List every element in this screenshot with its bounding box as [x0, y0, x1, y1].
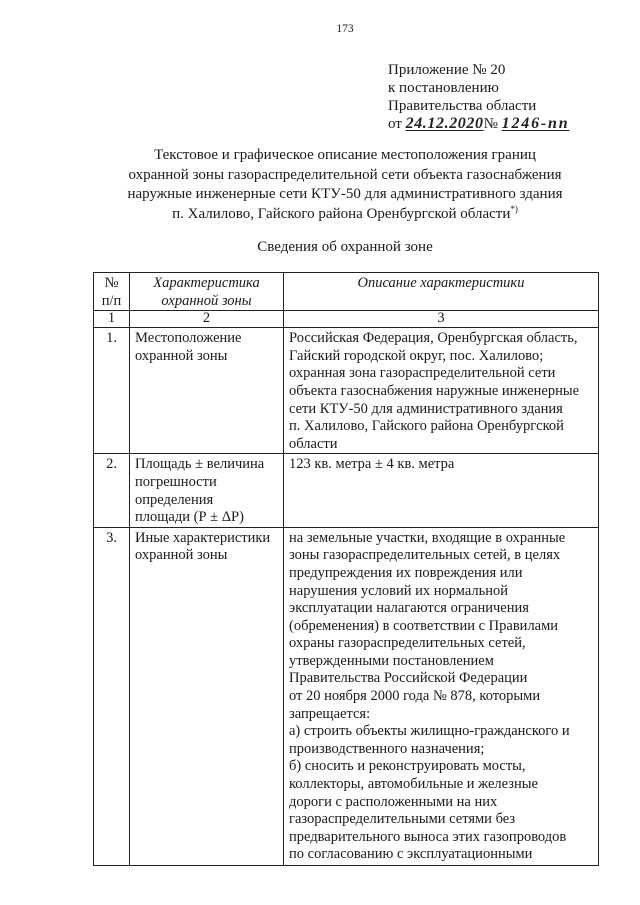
table-row: [94, 328, 599, 454]
row-description: 123 кв. метра ± 4 кв. метра: [284, 454, 599, 527]
table-row: [94, 454, 599, 527]
row-characteristic: Иные характеристики охранной зоны: [130, 527, 284, 865]
row-characteristic: Местоположение охранной зоны: [130, 328, 284, 454]
header-description: Описание характеристики: [284, 273, 599, 311]
row-description: на земельные участки, входящие в охранные зоны газораспределительных сетей, в целях предупреждения их повреждения или нарушения условий их нормальной эксплуатации налагаются ограничения (обременения) в соответствии с Правилами охраны газораспределительных сетей, утвержденными постановлением Правительства Российской Федерации от 20 ноября 2000 года № 878, которыми запрещается: а) строить объекты жилищно-гражданского и производственного назначения; б) сносить и реконструировать мосты, коллекторы, автомобильные и железные дороги с расположенными на них газораспределительными сетями без предварительного выноса этих газопроводов по согласованию с эксплуатационными: [284, 527, 599, 865]
row-description: Российская Федерация, Оренбургская область, Гайский городской округ, пос. Халилово; охранная зона газораспределительной сети объекта газоснабжения наружные инженерные сети КТУ-50 для административного здания п. Халилово, Гайского района Оренбургской области: [284, 328, 599, 454]
table-row: [94, 527, 599, 865]
document-title: [93, 146, 597, 224]
column-number: 3: [284, 311, 599, 328]
appendix-date-line: [388, 115, 569, 133]
column-numbers-row: [94, 311, 599, 328]
section-heading: Сведения об охранной зоне: [257, 239, 433, 255]
header-characteristic: Характеристика охранной зоны: [130, 273, 284, 311]
row-number: 3.: [94, 527, 130, 865]
column-number: 1: [94, 311, 130, 328]
date-prefix: от: [388, 116, 402, 132]
handwritten-number: 1246-пп: [501, 115, 570, 132]
appendix-title: Приложение № 20: [388, 62, 506, 78]
protection-zone-table: [93, 272, 599, 866]
row-number: 2.: [94, 454, 130, 527]
header-number: № п/п: [94, 273, 130, 311]
page-number: 173: [336, 23, 354, 35]
column-number: 2: [130, 311, 284, 328]
appendix-reference: к постановлению: [388, 80, 499, 96]
handwritten-date: 24.12.2020: [405, 115, 484, 132]
appendix-authority: Правительства области: [388, 98, 537, 114]
number-sign: №: [483, 116, 498, 132]
appendix-block: [388, 61, 569, 133]
title-text: Текстовое и графическое описание местоположения границ охранной зоны газораспределительной сети объекта газоснабжения наружные инженерные сети КТУ-50 для административного здания п. Халилово, Гайского района Оренбургской области: [127, 147, 563, 222]
row-number: 1.: [94, 328, 130, 454]
row-characteristic: Площадь ± величина погрешности определения площади (Р ± ΔР): [130, 454, 284, 527]
footnote-mark: *): [510, 203, 518, 214]
table-header-row: [94, 273, 599, 311]
